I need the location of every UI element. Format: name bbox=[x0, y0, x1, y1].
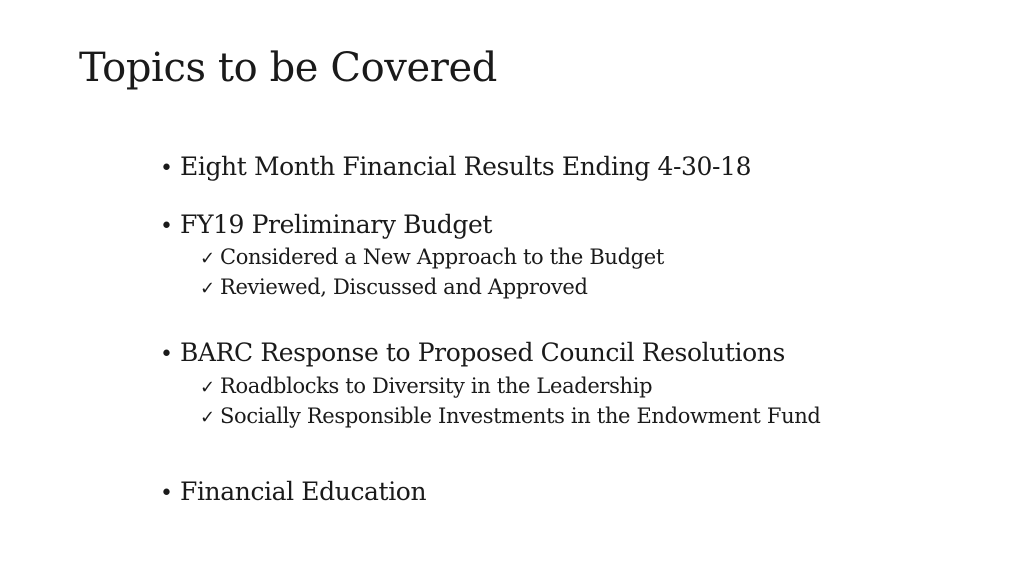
checkmark-icon: ✓ bbox=[200, 377, 215, 398]
sub-item-text: Reviewed, Discussed and Approved bbox=[220, 275, 588, 299]
bullet-text: Eight Month Financial Results Ending 4-30-18 bbox=[180, 152, 752, 181]
bullet-icon: • bbox=[160, 156, 173, 181]
bullet-item bbox=[160, 338, 785, 367]
sub-item bbox=[200, 404, 821, 428]
checkmark-icon: ✓ bbox=[200, 248, 215, 269]
slide-title: Topics to be Covered bbox=[79, 45, 497, 91]
checkmark-icon: ✓ bbox=[200, 407, 215, 428]
sub-item bbox=[200, 245, 664, 269]
sub-item bbox=[200, 374, 652, 398]
bullet-text: BARC Response to Proposed Council Resolutions bbox=[180, 338, 785, 367]
bullet-icon: • bbox=[160, 342, 173, 367]
bullet-icon: • bbox=[160, 214, 173, 239]
sub-item-text: Roadblocks to Diversity in the Leadership bbox=[220, 374, 653, 398]
bullet-icon: • bbox=[160, 481, 173, 506]
bullet-text: FY19 Preliminary Budget bbox=[180, 210, 493, 239]
bullet-item bbox=[160, 477, 426, 506]
sub-item-text: Socially Responsible Investments in the Endowment Fund bbox=[220, 404, 821, 428]
bullet-text: Financial Education bbox=[180, 477, 427, 506]
bullet-item bbox=[160, 152, 751, 181]
sub-item bbox=[200, 275, 588, 299]
sub-item-text: Considered a New Approach to the Budget bbox=[220, 245, 664, 269]
bullet-item bbox=[160, 210, 492, 239]
checkmark-icon: ✓ bbox=[200, 278, 215, 299]
